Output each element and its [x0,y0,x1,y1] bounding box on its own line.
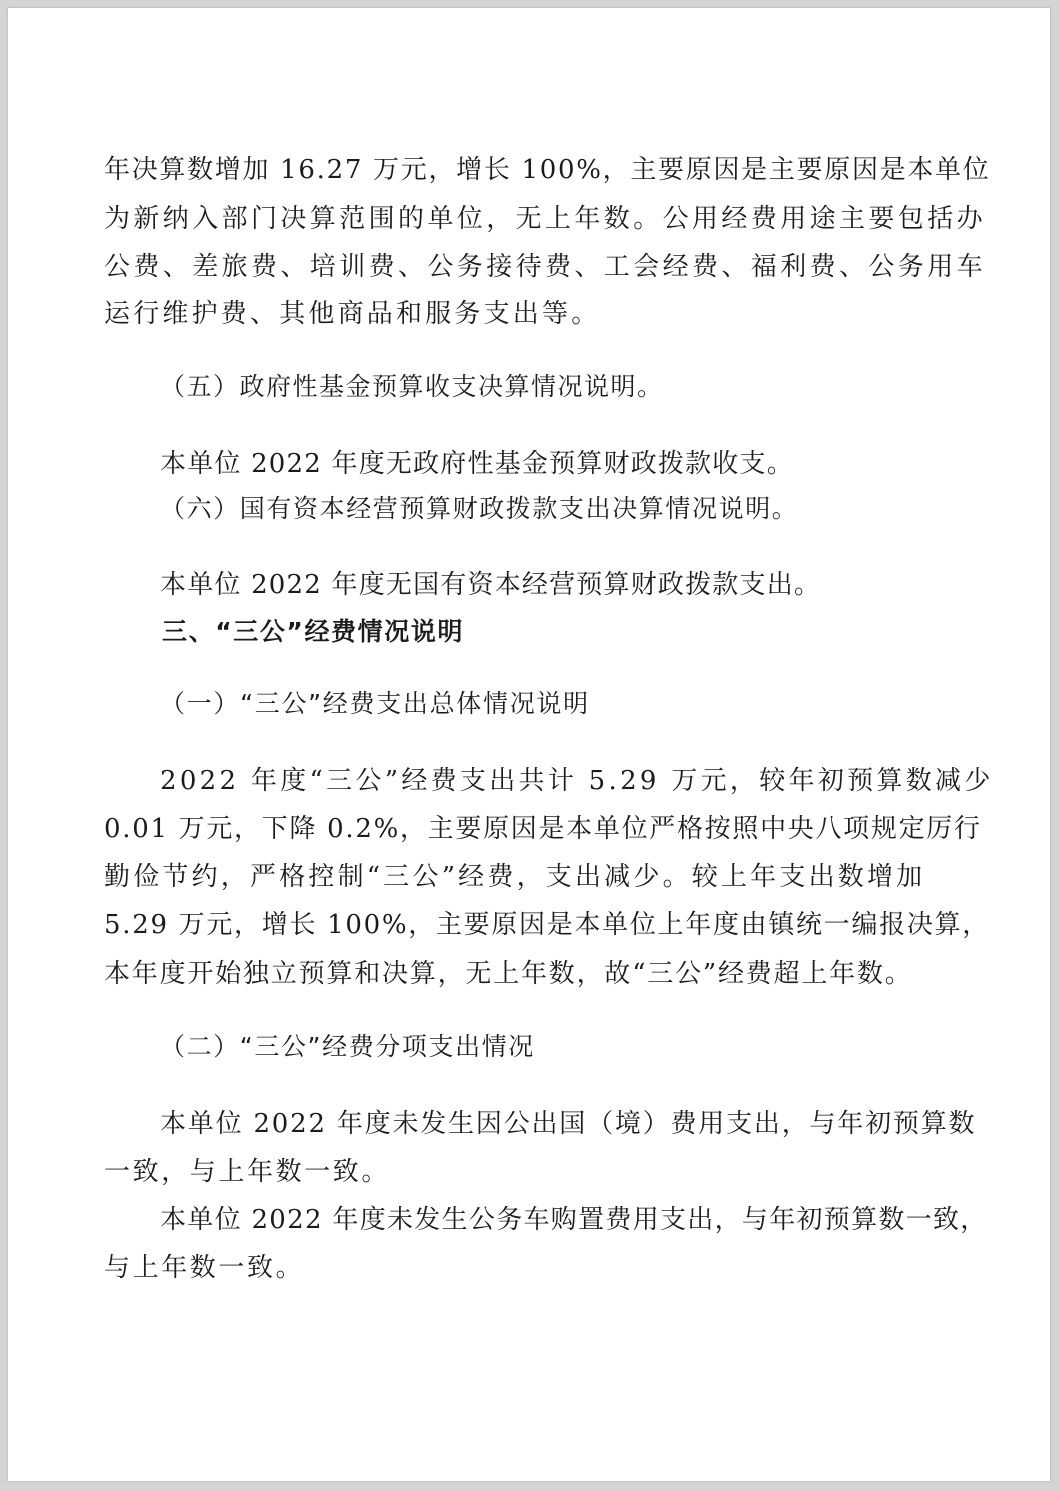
text-line: 本单位 2022 年度未发生公务车购置费用支出，与年初预算数一致， [160,1205,988,1235]
text-line: 公费、差旅费、培训费、公务接待费、工会经费、福利费、公务用车 [104,252,987,282]
text-line: 0.01 万元，下降 0.2%，主要原因是本单位严格按照中央八项规定厉行 [104,814,982,844]
text-line: 2022 年度“三公”经费支出共计 5.29 万元，较年初预算数减少 [160,766,994,796]
section-five-body: 本单位 2022 年度无政府性基金预算财政拨款收支。 [160,449,794,479]
sub-two-heading: （二）“三公”经费分项支出情况 [160,1032,535,1061]
sub-one-heading: （一）“三公”经费支出总体情况说明 [160,689,590,718]
document-page [8,8,1050,1481]
text-line: 5.29 万元，增长 100%，主要原因是本单位上年度由镇统一编报决算， [104,910,990,940]
text-line: 一致，与上年数一致。 [104,1157,391,1187]
section-five-heading: （五）政府性基金预算收支决算情况说明。 [160,372,664,401]
text-line: 年决算数增加 16.27 万元，增长 100%，主要原因是主要原因是本单位 [104,155,991,185]
section-six-body: 本单位 2022 年度无国有资本经营预算财政拨款支出。 [160,570,822,600]
text-line: 勤俭节约，严格控制“三公”经费，支出减少。较上年支出数增加 [104,862,926,892]
text-line: 与上年数一致。 [104,1253,305,1283]
part-three-heading: 三、“三公”经费情况说明 [162,617,465,646]
text-line: 运行维护费、其他商品和服务支出等。 [104,299,601,329]
text-line: 为新纳入部门决算范围的单位，无上年数。公用经费用途主要包括办 [104,204,987,234]
text-line: 本年度开始独立预算和决算，无上年数，故“三公”经费超上年数。 [104,959,913,989]
text-line: 本单位 2022 年度未发生因公出国（境）费用支出，与年初预算数 [160,1109,977,1139]
section-six-heading: （六）国有资本经营预算财政拨款支出决算情况说明。 [160,494,799,523]
